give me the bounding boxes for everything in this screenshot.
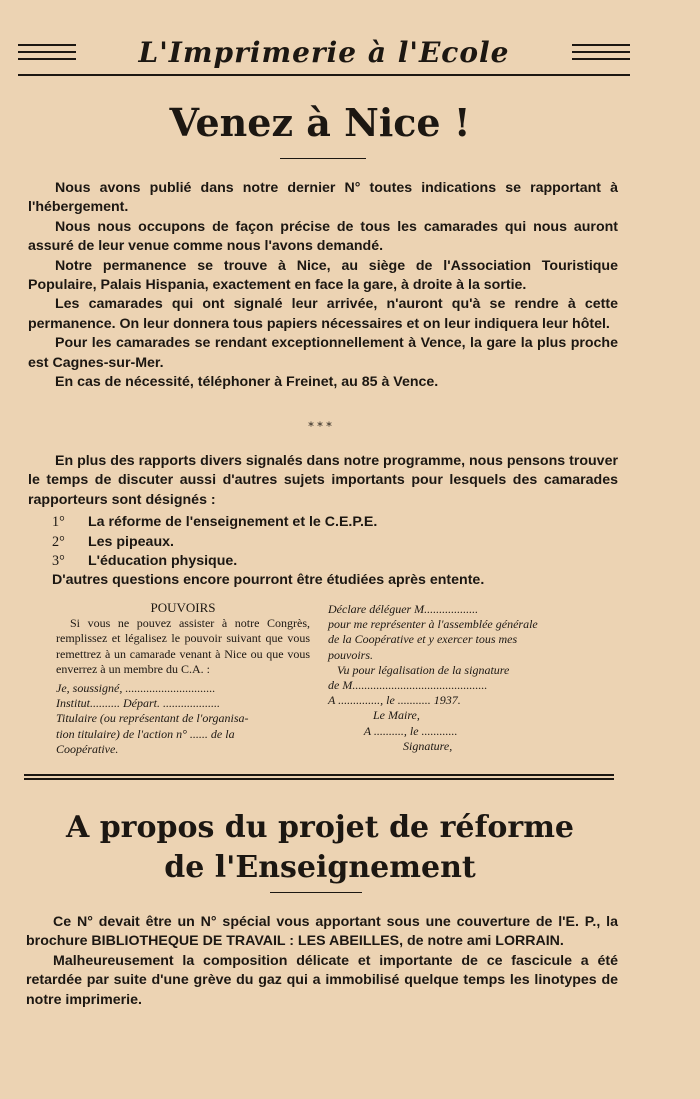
form-line: de M............................................. <box>328 678 488 693</box>
article1-paragraph: Les camarades qui ont signalé leur arrivée, n'auront qu'à se rendre à cette permanence. On leur donnera tous papiers nécessaires et on leur indiquera leur hôtel. <box>28 296 618 332</box>
list-text: La réforme de l'enseignement et le C.E.P.E. <box>88 514 378 530</box>
masthead-rule <box>18 74 630 76</box>
pouvoirs-title: POUVOIRS <box>150 600 216 615</box>
article2-body <box>26 913 618 1010</box>
form-line: Coopérative. <box>56 741 119 756</box>
form-line: Je, soussigné, .............................. <box>56 681 216 696</box>
article1-heading-rule <box>280 158 366 159</box>
masthead-ornament-right <box>572 44 630 65</box>
list-item <box>52 533 612 553</box>
pouvoirs-intro: Si vous ne pouvez assister à notre Congrès, remplissez et légalisez le pouvoir suivant que vous remettrez à un camarade venant à Nice ou que vous enverrez à un membre du C.A. : <box>56 616 310 676</box>
section-separator: * * * <box>308 420 332 433</box>
article2-heading-line1: A propos du projet de réforme <box>65 810 575 845</box>
pouvoirs-form-right <box>328 602 598 754</box>
article2-paragraph: Ce N° devait être un N° spécial vous apportant sous une couverture de l'E. P., la brochure BIBLIOTHEQUE DE TRAVAIL : LES ABEILLES, de notre ami LORRAIN. <box>26 914 618 950</box>
form-line: Institut.......... Départ. ................... <box>56 696 220 711</box>
article1-paragraph: Pour les camarades se rendant exceptionnellement à Vence, la gare la plus proche est Cagnes-sur-Mer. <box>28 335 618 371</box>
form-line: A .............., le ........... 1937. <box>328 693 461 708</box>
article1-paragraph: Nous avons publié dans notre dernier N° toutes indications se rapportant à l'hébergement. <box>28 180 618 216</box>
masthead-ornament-left <box>18 44 76 65</box>
topics-list <box>52 513 612 572</box>
list-item <box>52 513 612 533</box>
masthead <box>18 36 630 80</box>
article1-body <box>28 179 618 392</box>
form-line: Déclare déléguer M.................. <box>328 602 479 616</box>
form-line: pouvoirs. <box>328 647 373 662</box>
article2-heading-line2: de l'Enseignement <box>164 850 476 885</box>
masthead-title: L'Imprimerie à l'Ecole <box>138 36 510 69</box>
form-line: Signature, <box>328 738 453 753</box>
article2-heading-rule <box>270 892 362 893</box>
form-line: A .........., le ............ <box>328 723 458 738</box>
section-divider <box>24 774 614 780</box>
article1-paragraph: En cas de nécessité, téléphoner à Freinet, au 85 à Vence. <box>55 374 439 391</box>
list-number: 1° <box>52 514 65 530</box>
article1-paragraph: Notre permanence se trouve à Nice, au siège de l'Association Touristique Populaire, Palais Hispania, exactement en face la gare, à droite à la sortie. <box>28 257 618 294</box>
pouvoirs-form-left <box>56 600 310 757</box>
form-line: Titulaire (ou représentant de l'organisa- <box>56 711 249 726</box>
list-number: 2° <box>52 533 65 550</box>
article1-closing: D'autres questions encore pourront être étudiées après entente. <box>52 572 485 588</box>
form-line: tion titulaire) de l'action n° ...... de la <box>56 726 235 741</box>
list-number: 3° <box>52 553 65 570</box>
form-line: de la Coopérative et y exercer tous mes <box>328 632 518 647</box>
article2-heading <box>0 808 640 888</box>
article1-heading: Venez à Nice ! <box>169 100 471 145</box>
list-text: L'éducation physique. <box>88 553 238 570</box>
form-line: Vu pour légalisation de la signature <box>328 662 510 677</box>
list-text: Les pipeaux. <box>88 533 174 550</box>
article1-intro2 <box>28 452 618 510</box>
form-line: pour me représenter à l'assemblée générale <box>328 617 538 632</box>
list-item <box>52 552 612 572</box>
article1-intro2-text: En plus des rapports divers signalés dans notre programme, nous pensons trouver le temps de discuter aussi d'autres sujets importants pour lesquels des camarades rapporteurs sont désignés : <box>28 453 618 508</box>
article2-paragraph: Malheureusement la composition délicate et importante de ce fascicule a été retardée par suite d'une grève du gaz qui a immobilisé quelque temps les linotypes de notre imprimerie. <box>26 952 618 1008</box>
form-line: Le Maire, <box>328 708 420 723</box>
article1-paragraph: Nous nous occupons de façon précise de tous les camarades qui nous auront assuré de leur venue comme nous l'avons demandé. <box>28 218 618 255</box>
